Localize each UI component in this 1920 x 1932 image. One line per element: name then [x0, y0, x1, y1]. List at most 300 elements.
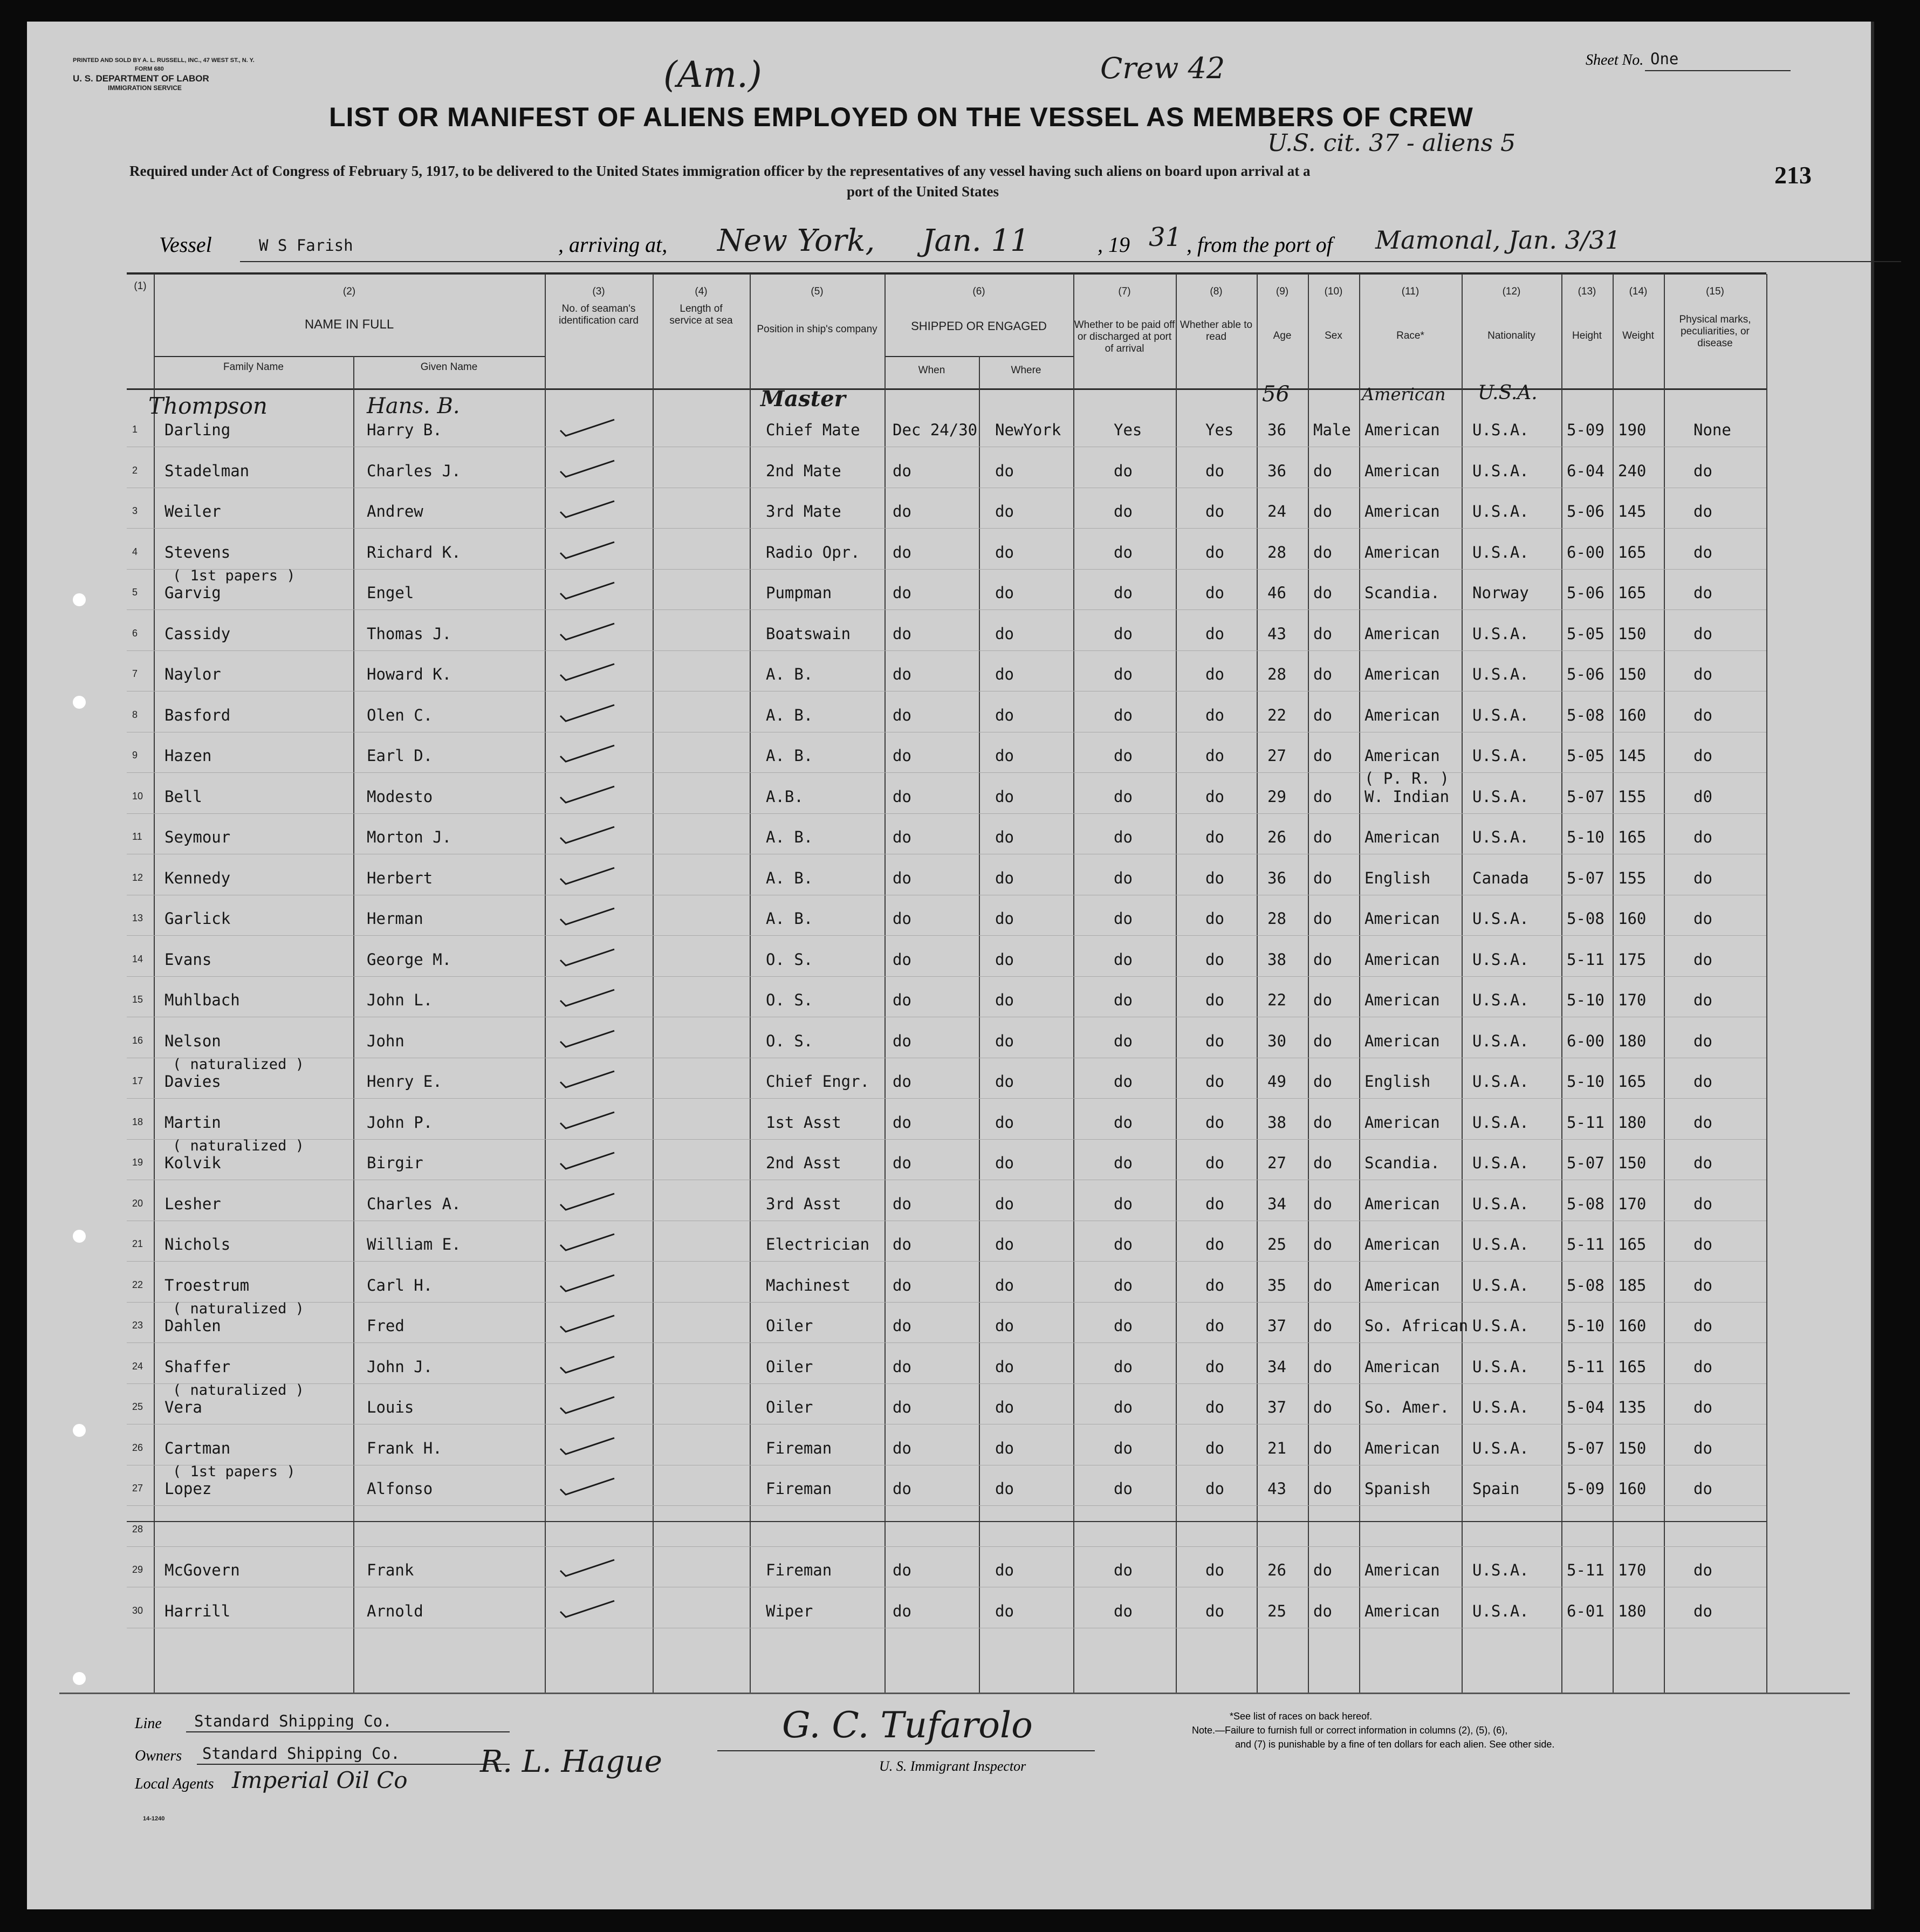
cell-sex: do — [1313, 1235, 1332, 1253]
cell-when: do — [893, 705, 911, 724]
cell-height: 5-07 — [1567, 1438, 1604, 1457]
cell-age: 29 — [1267, 787, 1286, 806]
cell-position: A. B. — [766, 746, 813, 765]
cell-marks: do — [1693, 1438, 1712, 1457]
cell-sex: do — [1313, 624, 1332, 643]
cell-sex: do — [1313, 1154, 1332, 1172]
fine-note-1: Note.—Failure to furnish full or correct information in columns (2), (5), (6), — [1192, 1725, 1508, 1736]
col15-number: (15) — [1706, 286, 1724, 297]
cell-marks: do — [1693, 1601, 1712, 1620]
cell-read: do — [1205, 909, 1224, 928]
cell-age: 27 — [1267, 1154, 1286, 1172]
cell-read: do — [1205, 1276, 1224, 1294]
cell-paid: do — [1114, 461, 1133, 480]
cell-marks: d0 — [1693, 787, 1712, 806]
cell-read: do — [1205, 1031, 1224, 1050]
row-rule — [127, 813, 1766, 814]
cell-marks: do — [1693, 543, 1712, 561]
cell-race: American — [1364, 991, 1440, 1009]
cell-position: Radio Opr. — [766, 543, 860, 561]
cell-no: 7 — [132, 668, 138, 679]
row-rule — [127, 1505, 1766, 1506]
col5-title: Position in ship's company — [757, 324, 877, 335]
check-mark-icon — [558, 1598, 618, 1619]
cell-given: Carl H. — [367, 1276, 433, 1294]
cell-given: Harry B. — [367, 421, 442, 439]
cell-age: 25 — [1267, 1235, 1286, 1253]
cell-age: 28 — [1267, 909, 1286, 928]
cell-given: Charles J. — [367, 461, 461, 480]
col9-number: (9) — [1276, 286, 1289, 297]
check-mark-icon — [558, 986, 618, 1008]
cell-marks: do — [1693, 1276, 1712, 1294]
cell-nationality: U.S.A. — [1472, 624, 1529, 643]
cell-sex: do — [1313, 1438, 1332, 1457]
cell-no: 1 — [132, 424, 138, 435]
binder-hole — [73, 1424, 86, 1437]
cell-given: John P. — [367, 1113, 433, 1132]
col2-given-label: Given Name — [420, 361, 478, 373]
cell-where: do — [995, 828, 1014, 846]
check-mark-icon — [558, 742, 618, 764]
cell-sex: do — [1313, 1317, 1332, 1335]
check-mark-icon — [558, 1109, 618, 1131]
cell-sex: do — [1313, 1194, 1332, 1213]
cell-where: do — [995, 991, 1014, 1009]
cell-paid: do — [1114, 1479, 1133, 1498]
cell-height: 5-10 — [1567, 1317, 1604, 1335]
cell-marks: do — [1693, 1154, 1712, 1172]
cell-age: 27 — [1267, 746, 1286, 765]
cell-race: American — [1364, 1276, 1440, 1294]
cell-weight: 135 — [1618, 1398, 1647, 1416]
cell-given: Modesto — [367, 787, 433, 806]
cell-height: 5-08 — [1567, 1276, 1604, 1294]
cell-family: Weiler — [164, 502, 221, 520]
cell-age: 28 — [1267, 665, 1286, 683]
col7-number: (7) — [1118, 286, 1131, 297]
cell-no: 18 — [132, 1116, 143, 1127]
cell-sex: do — [1313, 1072, 1332, 1091]
cell-when: do — [893, 1194, 911, 1213]
check-mark-icon — [558, 416, 618, 438]
cell-read: Yes — [1205, 421, 1234, 439]
cell-nationality: U.S.A. — [1472, 1438, 1529, 1457]
cell-sex: do — [1313, 1357, 1332, 1376]
cell-position: 2nd Asst — [766, 1154, 841, 1172]
col10-number: (10) — [1324, 286, 1343, 297]
cell-paid: do — [1114, 950, 1133, 969]
row-rule — [127, 528, 1766, 529]
service-label: IMMIGRATION SERVICE — [108, 84, 182, 92]
col3-title: No. of seaman's identification card — [559, 303, 639, 326]
cell-read: do — [1205, 1438, 1224, 1457]
cell-where: do — [995, 502, 1014, 520]
col6-when-label: When — [918, 365, 945, 376]
cell-no: 28 — [132, 1523, 143, 1534]
cell-given: John L. — [367, 991, 433, 1009]
cell-family: Nichols — [164, 1235, 231, 1253]
cell-weight: 190 — [1618, 421, 1647, 439]
status-note: ( naturalized ) — [173, 1300, 304, 1317]
cell-sex: do — [1313, 665, 1332, 683]
cell-sex: do — [1313, 1113, 1332, 1132]
cell-sex: do — [1313, 828, 1332, 846]
cell-nationality: Spain — [1472, 1479, 1520, 1498]
cell-given: John J. — [367, 1357, 433, 1376]
cell-sex: do — [1313, 746, 1332, 765]
cell-no: 29 — [132, 1564, 143, 1575]
cell-nationality: U.S.A. — [1472, 705, 1529, 724]
cell-no: 21 — [132, 1238, 143, 1249]
cell-no: 10 — [132, 790, 143, 801]
cell-paid: do — [1114, 746, 1133, 765]
cell-age: 34 — [1267, 1357, 1286, 1376]
cell-height: 5-11 — [1567, 1235, 1604, 1253]
cell-read: do — [1205, 502, 1224, 520]
cell-where: do — [995, 1031, 1014, 1050]
check-mark-icon — [558, 1149, 618, 1171]
cell-where: do — [995, 1235, 1014, 1253]
year-prefix: , 19 — [1098, 232, 1130, 257]
annotation-crew: Crew 42 — [1100, 51, 1225, 85]
cell-weight: 170 — [1618, 1194, 1647, 1213]
cell-sex: do — [1313, 787, 1332, 806]
cell-family: Martin — [164, 1113, 221, 1132]
cell-no: 5 — [132, 587, 138, 598]
cell-position: Oiler — [766, 1357, 813, 1376]
cell-position: Chief Engr. — [766, 1072, 870, 1091]
cell-family: Cartman — [164, 1438, 231, 1457]
cell-given: Engel — [367, 584, 414, 602]
cell-when: do — [893, 1276, 911, 1294]
col6-number: (6) — [972, 286, 985, 297]
cell-height: 5-11 — [1567, 1357, 1604, 1376]
cell-height: 5-06 — [1567, 502, 1604, 520]
cell-marks: None — [1693, 421, 1731, 439]
cell-when: do — [893, 1031, 911, 1050]
check-mark-icon — [558, 1231, 618, 1252]
cell-no: 27 — [132, 1483, 143, 1493]
cell-weight: 165 — [1618, 828, 1647, 846]
cell-weight: 180 — [1618, 1113, 1647, 1132]
subtitle-line-2: port of the United States — [847, 183, 999, 200]
cell-marks: do — [1693, 705, 1712, 724]
check-mark-icon — [558, 1027, 618, 1049]
cell-given: Alfonso — [367, 1479, 433, 1498]
cell-position: Pumpman — [766, 584, 832, 602]
cell-nationality: U.S.A. — [1472, 502, 1529, 520]
department-label: U. S. DEPARTMENT OF LABOR — [73, 73, 209, 84]
cell-marks: do — [1693, 1561, 1712, 1579]
cell-read: do — [1205, 1072, 1224, 1091]
cell-marks: do — [1693, 868, 1712, 887]
cell-weight: 155 — [1618, 868, 1647, 887]
cell-read: do — [1205, 1398, 1224, 1416]
cell-height: 5-10 — [1567, 991, 1604, 1009]
col6-title: SHIPPED OR ENGAGED — [911, 319, 1047, 333]
cell-where: do — [995, 1154, 1014, 1172]
col15-title: Physical marks, peculiarities, or disease — [1679, 314, 1751, 349]
cell-race: Scandia. — [1364, 584, 1440, 602]
cell-nationality: Canada — [1472, 868, 1529, 887]
binder-hole — [73, 593, 86, 606]
cell-height: 5-11 — [1567, 950, 1604, 969]
cell-position: O. S. — [766, 950, 813, 969]
cell-read: do — [1205, 1317, 1224, 1335]
cell-weight: 150 — [1618, 1438, 1647, 1457]
cell-height: 6-00 — [1567, 543, 1604, 561]
cell-family: Davies — [164, 1072, 221, 1091]
cell-age: 25 — [1267, 1601, 1286, 1620]
col11-number: (11) — [1401, 286, 1420, 297]
cell-sex: do — [1313, 1561, 1332, 1579]
cell-position: O. S. — [766, 1031, 813, 1050]
cell-nationality: U.S.A. — [1472, 1317, 1529, 1335]
cell-given: Louis — [367, 1398, 414, 1416]
cell-where: do — [995, 1194, 1014, 1213]
cell-sex: do — [1313, 543, 1332, 561]
col13-title: Height — [1572, 330, 1602, 341]
row-rule — [127, 772, 1766, 773]
cell-race: So. Amer. — [1364, 1398, 1450, 1416]
master-given-name: Hans. B. — [367, 394, 460, 419]
cell-race: American — [1364, 828, 1440, 846]
cell-read: do — [1205, 1561, 1224, 1579]
cell-family: Garvig — [164, 584, 221, 602]
cell-height: 5-05 — [1567, 746, 1604, 765]
cell-paid: do — [1114, 665, 1133, 683]
cell-age: 49 — [1267, 1072, 1286, 1091]
cell-family: Cassidy — [164, 624, 231, 643]
cell-height: 5-09 — [1567, 1479, 1604, 1498]
row-rule — [127, 609, 1766, 610]
cell-read: do — [1205, 461, 1224, 480]
cell-age: 35 — [1267, 1276, 1286, 1294]
cell-marks: do — [1693, 502, 1712, 520]
cell-where: do — [995, 787, 1014, 806]
check-mark-icon — [558, 905, 618, 927]
arrival-date: Jan. 11 — [922, 223, 1030, 258]
page-number: 213 — [1774, 161, 1812, 189]
cell-given: Olen C. — [367, 705, 433, 724]
cell-race: American — [1364, 1113, 1440, 1132]
cell-no: 3 — [132, 505, 138, 516]
cell-nationality: U.S.A. — [1472, 1154, 1529, 1172]
col6-where-label: Where — [1011, 365, 1041, 376]
cell-family: Nelson — [164, 1031, 221, 1050]
cell-weight: 160 — [1618, 909, 1647, 928]
cell-marks: do — [1693, 1398, 1712, 1416]
cell-given: Fred — [367, 1317, 404, 1335]
cell-where: do — [995, 1357, 1014, 1376]
cell-race: American — [1364, 1601, 1440, 1620]
cell-position: Chief Mate — [766, 421, 860, 439]
cell-nationality: U.S.A. — [1472, 828, 1529, 846]
from-port-label: , from the port of — [1187, 232, 1333, 257]
cell-no: 30 — [132, 1605, 143, 1616]
cell-sex: do — [1313, 461, 1332, 480]
cell-no: 25 — [132, 1401, 143, 1412]
cell-position: 3rd Asst — [766, 1194, 841, 1213]
cell-race: Spanish — [1364, 1479, 1431, 1498]
check-mark-icon — [558, 1475, 618, 1497]
cell-read: do — [1205, 868, 1224, 887]
cell-race: American — [1364, 746, 1440, 765]
cell-when: do — [893, 1601, 911, 1620]
vessel-label: Vessel — [159, 232, 212, 257]
row-rule — [127, 650, 1766, 651]
cell-given: Earl D. — [367, 746, 433, 765]
cell-age: 38 — [1267, 1113, 1286, 1132]
cell-where: do — [995, 1113, 1014, 1132]
cell-weight: 145 — [1618, 502, 1647, 520]
cell-age: 21 — [1267, 1438, 1286, 1457]
cell-when: do — [893, 624, 911, 643]
cell-family: Darling — [164, 421, 231, 439]
document-title: LIST OR MANIFEST OF ALIENS EMPLOYED ON THE VESSEL AS MEMBERS OF CREW — [329, 102, 1473, 132]
cell-race: American — [1364, 950, 1440, 969]
col14-title: Weight — [1622, 330, 1654, 341]
cell-position: A. B. — [766, 909, 813, 928]
cell-weight: 160 — [1618, 1317, 1647, 1335]
row-rule — [127, 976, 1766, 977]
cell-race: American — [1364, 1438, 1440, 1457]
cell-paid: do — [1114, 991, 1133, 1009]
cell-sex: do — [1313, 1601, 1332, 1620]
cell-given: Herman — [367, 909, 423, 928]
cell-height: 5-06 — [1567, 665, 1604, 683]
subtitle-line-1: Required under Act of Congress of February 5, 1917, to be delivered to the United States immigration officer by the representatives of any vessel having such aliens on board upon arrival at a — [129, 163, 1311, 179]
cell-weight: 240 — [1618, 461, 1647, 480]
cell-nationality: U.S.A. — [1472, 461, 1529, 480]
cell-position: A.B. — [766, 787, 804, 806]
cell-age: 26 — [1267, 1561, 1286, 1579]
inspector-label: U. S. Immigrant Inspector — [879, 1758, 1026, 1774]
cell-when: do — [893, 1357, 911, 1376]
binder-hole — [73, 1230, 86, 1243]
cell-age: 34 — [1267, 1194, 1286, 1213]
check-mark-icon — [558, 579, 618, 601]
cell-race: American — [1364, 624, 1440, 643]
sheet-label: Sheet No. — [1586, 52, 1644, 68]
cell-given: Howard K. — [367, 665, 452, 683]
arrival-year: 31 — [1149, 222, 1182, 252]
annotation-citizens: U.S. cit. 37 - aliens 5 — [1267, 129, 1516, 157]
cell-race: American — [1364, 502, 1440, 520]
check-mark-icon — [558, 1394, 618, 1415]
col14-number: (14) — [1629, 286, 1648, 297]
cell-paid: do — [1114, 1601, 1133, 1620]
cell-family: Garlick — [164, 909, 231, 928]
cell-paid: do — [1114, 1398, 1133, 1416]
cell-when: do — [893, 502, 911, 520]
cell-age: 26 — [1267, 828, 1286, 846]
fine-note-2: and (7) is punishable by a fine of ten dollars for each alien. See other side. — [1235, 1739, 1555, 1750]
cell-where: do — [995, 1276, 1014, 1294]
arrival-port: New York, — [717, 223, 875, 258]
cell-given: Arnold — [367, 1601, 423, 1620]
cell-when: do — [893, 461, 911, 480]
cell-race: American — [1364, 1194, 1440, 1213]
status-note: ( naturalized ) — [173, 1056, 304, 1073]
cell-height: 5-06 — [1567, 584, 1604, 602]
cell-where: do — [995, 909, 1014, 928]
cell-where: do — [995, 1438, 1014, 1457]
cell-position: Boatswain — [766, 624, 851, 643]
col4-number: (4) — [695, 286, 708, 297]
cell-no: 26 — [132, 1442, 143, 1453]
cell-given: Morton J. — [367, 828, 452, 846]
cell-when: do — [893, 1479, 911, 1498]
cell-position: 2nd Mate — [766, 461, 841, 480]
cell-where: do — [995, 584, 1014, 602]
cell-given: Frank — [367, 1561, 414, 1579]
cell-when: do — [893, 950, 911, 969]
cell-sex: do — [1313, 1398, 1332, 1416]
cell-when: do — [893, 1561, 911, 1579]
cell-nationality: U.S.A. — [1472, 909, 1529, 928]
cell-race: English — [1364, 868, 1431, 887]
binder-hole — [73, 696, 86, 709]
cell-race: American — [1364, 461, 1440, 480]
check-mark-icon — [558, 1353, 618, 1375]
cell-given: Richard K. — [367, 543, 461, 561]
owners-value: Standard Shipping Co. — [202, 1744, 400, 1763]
cell-where: do — [995, 868, 1014, 887]
status-note: ( naturalized ) — [173, 1138, 304, 1154]
cell-nationality: U.S.A. — [1472, 1398, 1529, 1416]
cell-when: do — [893, 1317, 911, 1335]
cell-where: do — [995, 1479, 1014, 1498]
check-mark-icon — [558, 457, 618, 479]
cell-when: do — [893, 1072, 911, 1091]
cell-nationality: U.S.A. — [1472, 991, 1529, 1009]
arriving-label: , arriving at, — [558, 232, 668, 257]
cell-weight: 165 — [1618, 1357, 1647, 1376]
col4-title: Length of service at sea — [669, 303, 733, 326]
status-note: ( 1st papers ) — [173, 1463, 296, 1480]
cell-weight: 180 — [1618, 1601, 1647, 1620]
cell-weight: 150 — [1618, 624, 1647, 643]
cell-marks: do — [1693, 665, 1712, 683]
cell-no: 6 — [132, 627, 138, 639]
cell-nationality: U.S.A. — [1472, 421, 1529, 439]
check-mark-icon — [558, 824, 618, 845]
cell-where: NewYork — [995, 421, 1061, 439]
cell-when: Dec 24/30 — [893, 421, 978, 439]
check-mark-icon — [558, 498, 618, 519]
left-signature: R. L. Hague — [480, 1744, 662, 1779]
cell-given: Frank H. — [367, 1438, 442, 1457]
col1-number: (1) — [134, 280, 147, 292]
cell-marks: do — [1693, 1479, 1712, 1498]
cell-race: American — [1364, 543, 1440, 561]
cell-height: 5-11 — [1567, 1561, 1604, 1579]
check-mark-icon — [558, 1068, 618, 1090]
cell-position: Wiper — [766, 1601, 813, 1620]
cell-family: Troestrum — [164, 1276, 250, 1294]
col2-number: (2) — [342, 286, 356, 297]
cell-race: ( P. R. ) W. Indian — [1364, 769, 1450, 806]
cell-no: 20 — [132, 1197, 143, 1209]
cell-family: Dahlen — [164, 1317, 221, 1335]
cell-family: McGovern — [164, 1561, 240, 1579]
cell-read: do — [1205, 1235, 1224, 1253]
col8-title: Whether able to read — [1180, 319, 1253, 342]
col7-title: Whether to be paid off or discharged at port of arrival — [1074, 319, 1175, 354]
cell-family: Evans — [164, 950, 212, 969]
